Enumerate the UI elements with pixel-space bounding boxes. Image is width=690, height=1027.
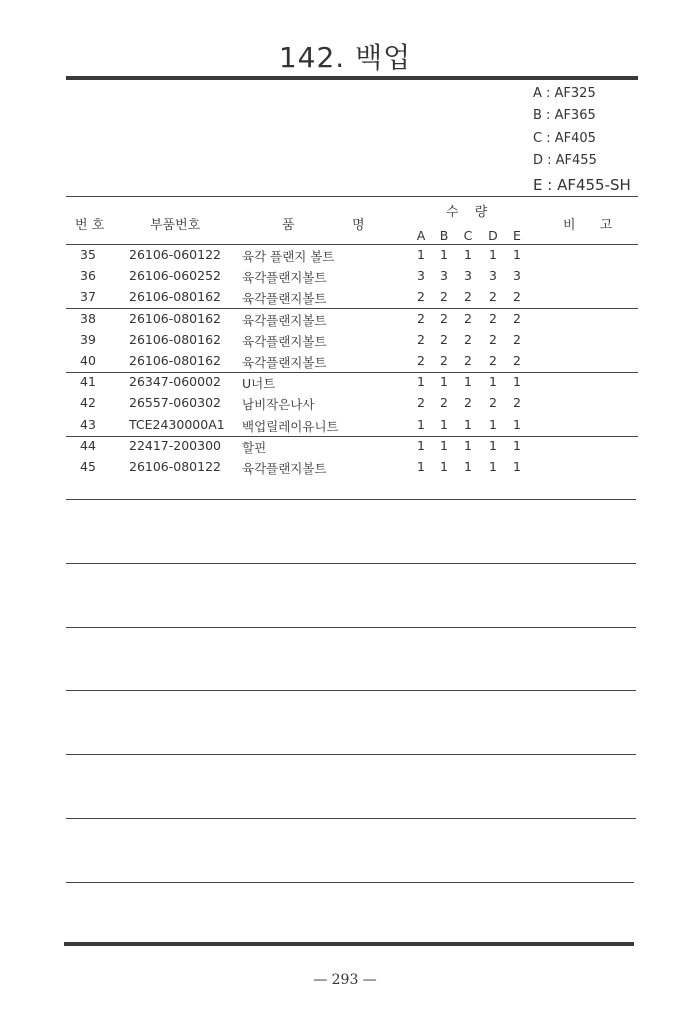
header-quantity: 수 량 — [446, 205, 494, 220]
row-qty-c: 2 — [464, 395, 472, 410]
row-number: 36 — [80, 268, 96, 283]
row-qty-b: 1 — [440, 438, 448, 453]
model-d: D : AF455 — [533, 153, 597, 168]
header-qty-a: A — [416, 228, 426, 243]
model-e: E : AF455-SH — [533, 176, 631, 194]
row-part-name: 육각플랜지볼트 — [242, 313, 327, 328]
row-qty-e: 2 — [513, 353, 521, 368]
row-qty-c: 1 — [464, 374, 472, 389]
row-number: 38 — [80, 311, 96, 326]
row-part-name: 육각플랜지볼트 — [242, 461, 327, 476]
title-rule — [66, 76, 638, 80]
row-qty-b: 1 — [440, 247, 448, 262]
row-qty-d: 2 — [489, 311, 497, 326]
header-name-1: 품 — [282, 218, 295, 233]
row-part-name: 육각플랜지볼트 — [242, 355, 327, 370]
header-qty-d: D — [488, 228, 498, 243]
blank-rule-4 — [66, 690, 636, 691]
row-number: 40 — [80, 353, 96, 368]
row-qty-c: 2 — [464, 353, 472, 368]
header-number: 번 호 — [75, 218, 105, 233]
row-qty-d: 1 — [489, 247, 497, 262]
page-title: 142. 백업 — [278, 41, 412, 74]
row-qty-e: 1 — [513, 438, 521, 453]
header-qty-c: C — [463, 228, 473, 243]
row-qty-b: 1 — [440, 459, 448, 474]
row-qty-b: 1 — [440, 374, 448, 389]
row-qty-c: 3 — [464, 268, 472, 283]
row-qty-e: 1 — [513, 459, 521, 474]
row-qty-d: 1 — [489, 459, 497, 474]
row-qty-a: 3 — [417, 268, 425, 283]
row-qty-b: 3 — [440, 268, 448, 283]
row-number: 35 — [80, 247, 96, 262]
row-qty-b: 1 — [440, 417, 448, 432]
row-qty-a: 2 — [417, 289, 425, 304]
page-number: — 293 — — [313, 972, 377, 988]
row-qty-c: 2 — [464, 311, 472, 326]
blank-rule-6 — [66, 818, 636, 819]
blank-rule-1 — [66, 499, 636, 500]
row-qty-d: 3 — [489, 268, 497, 283]
row-qty-b: 2 — [440, 395, 448, 410]
row-qty-e: 2 — [513, 289, 521, 304]
table-top-rule — [66, 196, 638, 197]
row-qty-c: 1 — [464, 459, 472, 474]
row-part-number: 26106-080122 — [129, 459, 221, 474]
row-part-number: 26106-080162 — [129, 332, 221, 347]
row-part-number: TCE2430000A1 — [129, 417, 225, 432]
row-part-number: 26106-060122 — [129, 247, 221, 262]
row-qty-c: 1 — [464, 417, 472, 432]
row-part-number: 26557-060302 — [129, 395, 221, 410]
row-qty-c: 2 — [464, 332, 472, 347]
row-qty-b: 2 — [440, 353, 448, 368]
blank-rule-7 — [66, 882, 634, 883]
header-part-number: 부품번호 — [150, 218, 201, 233]
group-rule-2 — [66, 372, 638, 373]
row-part-name: 할핀 — [242, 440, 267, 455]
row-qty-c: 1 — [464, 438, 472, 453]
model-c: C : AF405 — [533, 131, 596, 146]
row-part-name: 육각플랜지볼트 — [242, 270, 327, 285]
row-qty-e: 1 — [513, 247, 521, 262]
row-qty-e: 2 — [513, 395, 521, 410]
header-qty-e: E — [513, 228, 521, 243]
row-qty-e: 3 — [513, 268, 521, 283]
row-qty-d: 1 — [489, 417, 497, 432]
row-qty-b: 2 — [440, 332, 448, 347]
header-name-2: 명 — [352, 218, 365, 233]
header-qty-b: B — [439, 228, 449, 243]
row-qty-c: 1 — [464, 247, 472, 262]
row-part-name: 백업릴레이유니트 — [242, 419, 339, 434]
row-number: 43 — [80, 417, 96, 432]
row-number: 37 — [80, 289, 96, 304]
header-remarks: 비 고 — [563, 218, 623, 233]
row-number: 39 — [80, 332, 96, 347]
row-qty-a: 2 — [417, 311, 425, 326]
row-qty-a: 2 — [417, 353, 425, 368]
row-qty-b: 2 — [440, 311, 448, 326]
row-part-name: 육각플랜지볼트 — [242, 291, 327, 306]
row-number: 44 — [80, 438, 96, 453]
row-number: 42 — [80, 395, 96, 410]
row-qty-c: 2 — [464, 289, 472, 304]
row-qty-a: 2 — [417, 395, 425, 410]
row-qty-d: 1 — [489, 374, 497, 389]
row-qty-a: 1 — [417, 417, 425, 432]
row-qty-d: 2 — [489, 332, 497, 347]
row-qty-a: 1 — [417, 459, 425, 474]
row-part-number: 26347-060002 — [129, 374, 221, 389]
header-bottom-rule — [66, 244, 638, 245]
blank-rule-5 — [66, 754, 636, 755]
row-part-name: U너트 — [242, 376, 276, 391]
row-part-number: 26106-080162 — [129, 311, 221, 326]
blank-rule-2 — [66, 563, 636, 564]
footer-rule — [64, 942, 634, 946]
row-qty-a: 1 — [417, 247, 425, 262]
group-rule-1 — [66, 308, 638, 309]
row-qty-d: 2 — [489, 353, 497, 368]
row-part-number: 22417-200300 — [129, 438, 221, 453]
row-qty-b: 2 — [440, 289, 448, 304]
row-qty-e: 2 — [513, 311, 521, 326]
row-part-name: 육각플랜지볼트 — [242, 334, 327, 349]
row-qty-a: 2 — [417, 332, 425, 347]
blank-rule-3 — [66, 627, 636, 628]
row-number: 41 — [80, 374, 96, 389]
row-part-name: 남비작은나사 — [242, 397, 315, 412]
row-part-number: 26106-060252 — [129, 268, 221, 283]
model-a: A : AF325 — [533, 86, 596, 101]
row-number: 45 — [80, 459, 96, 474]
row-part-name: 육각 플랜지 볼트 — [242, 249, 335, 264]
model-b: B : AF365 — [533, 108, 596, 123]
row-qty-e: 1 — [513, 417, 521, 432]
row-qty-a: 1 — [417, 438, 425, 453]
row-qty-d: 2 — [489, 395, 497, 410]
row-qty-a: 1 — [417, 374, 425, 389]
row-qty-e: 2 — [513, 332, 521, 347]
row-part-number: 26106-080162 — [129, 289, 221, 304]
row-qty-d: 2 — [489, 289, 497, 304]
row-part-number: 26106-080162 — [129, 353, 221, 368]
group-rule-3 — [66, 436, 638, 437]
row-qty-d: 1 — [489, 438, 497, 453]
row-qty-e: 1 — [513, 374, 521, 389]
